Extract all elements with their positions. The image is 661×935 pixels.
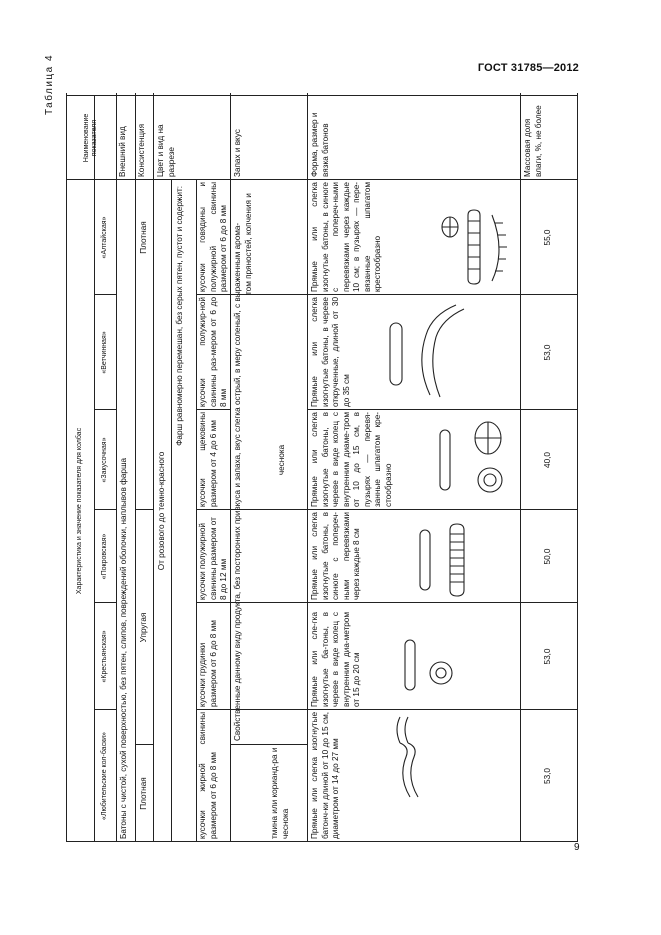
sausage-outline	[390, 323, 402, 385]
color-cell: кусочки полужирной свинины размером от 8 до 12 мм	[198, 517, 228, 600]
ring-inner	[484, 474, 496, 486]
grid-line	[577, 93, 578, 842]
consistency-c: Плотная	[138, 777, 148, 810]
sausage-ties	[450, 534, 464, 582]
page-number: 9	[574, 842, 580, 853]
color-cell: кусочки говядины и полужирной свинины размером от 6 до 8 мм	[198, 182, 228, 292]
vetch-sausage-illustration	[380, 295, 470, 405]
group-header: Характеристика и значение показателя для колбас	[75, 427, 83, 595]
column-header: «Закусочная»	[100, 437, 108, 483]
grid-line	[230, 93, 231, 842]
form-cell: Прямые или слегка изогнутые батоны, в синюге с попереч-ными перевязками через каждые 10 см; в пузырях — пере-вязанные шпагатом крестообразно	[310, 182, 382, 292]
color-cell: кусочки полужир-ной свинины раз-мером от 6 до 8 мм	[198, 297, 228, 407]
sausage-outline	[440, 430, 450, 490]
column-header: «Любительские кол-баски»	[100, 732, 108, 820]
mince-text-label: Фарш равномерно перемешан, без серых пятен, пустот и содержит:	[175, 186, 184, 446]
color-text: От розового до темно-красного	[156, 451, 166, 571]
sausage-outline	[405, 640, 415, 690]
curved-sausage	[397, 717, 400, 743]
grid-line	[196, 180, 197, 842]
smell-garlic: чеснока	[276, 444, 286, 476]
consistency-b: Упругая	[138, 612, 148, 643]
row-name-consistency: Консистенция	[137, 123, 146, 177]
curved-sausage	[405, 717, 408, 743]
grid-line	[116, 93, 117, 842]
form-cell: Прямые или слегка изогнутые батонч-ки длиной от 10 до 15 см, диаметром от 14 до 27 мм	[310, 712, 340, 839]
form-cell: Прямые или слегка изогнутые батоны, в синюге с попереч-ными перевязками через каждые 8 см	[310, 512, 361, 600]
consistency-a: Плотная	[138, 221, 148, 254]
column-header: «Покровская»	[100, 533, 108, 580]
pokrov-sausage-illustration	[380, 515, 480, 595]
row-name-form: Форма, размер и вязка батонов	[310, 112, 330, 177]
fat-value: 53,0	[543, 648, 553, 665]
ring-sausage	[430, 662, 452, 684]
altai-sausage-illustration	[440, 195, 510, 285]
column-header: «Алтайская»	[100, 216, 108, 259]
curved-sausage	[433, 309, 464, 397]
grid-line	[196, 409, 230, 410]
color-cell: кусочки жирной свинины размером от 6 до 8 мм	[198, 712, 218, 839]
form-cell: Прямые или сле-гка изогнутые ба-тоны, в черевe в виде колец с внутренним диа-метром от 15 до 20 см	[310, 612, 361, 707]
grid-line	[66, 95, 577, 96]
smell-text-a: Свойственные данному виду продукта, без посторонних привкуса и запаха, вкус слегка острый, в меру соленый, с выраженным арома-	[233, 222, 242, 741]
row-name-smell: Запах и вкус	[233, 129, 242, 177]
mince-text	[174, 182, 194, 839]
fat-value: 55,0	[543, 229, 553, 246]
fat-value: 50,0	[543, 548, 553, 565]
color-cell: кусочки грудинки размером от 6 до 8 мм	[198, 620, 218, 707]
krest-sausage-illustration	[395, 615, 455, 695]
row-name-appearance: Внешний вид	[118, 126, 127, 177]
indicator-header: Наименование показателя	[82, 113, 98, 163]
row-name-color: Цвет и вид на разрезе	[156, 124, 176, 177]
curved-sausage	[408, 743, 418, 797]
color-cell: кусочки щековины размером от 4 до 6 мм	[198, 412, 218, 507]
standard-number: ГОСТ 31785—2012	[477, 62, 579, 74]
ring-inner	[436, 668, 446, 678]
sausage-ties	[468, 221, 480, 269]
smell-coriander: тмина или корианд-ра и чеснока	[270, 747, 290, 839]
lub-sausage-illustration	[380, 705, 440, 805]
fat-value: 53,0	[543, 344, 553, 361]
smell-text-b: том пряностей, копчения и	[244, 193, 253, 295]
row-name-fat: Массовая доля влаги, %, не более	[523, 105, 543, 177]
grid-line	[171, 180, 172, 842]
grid-line	[230, 744, 307, 745]
fat-value: 40,0	[543, 452, 553, 468]
curved-sausage	[400, 743, 410, 797]
curved-sausage	[422, 305, 456, 395]
grid-line	[307, 93, 308, 842]
appearance-text: Батоны с чистой, сухой поверхностью, без пятен, слипов, повреждений оболочки, наплывов фарша	[119, 457, 128, 839]
column-header: «Ветчинная»	[100, 331, 108, 374]
column-header: «Крестьянская»	[100, 630, 108, 683]
form-cell: Прямые или слегка изогнутые батоны, в черевe открученные, длиной от 30 до 35 см	[310, 297, 351, 407]
zakus-sausage-illustration	[430, 410, 510, 500]
table-label: Таблица 4	[44, 53, 55, 115]
sausage-outline	[420, 530, 430, 590]
ring-sausage	[478, 468, 502, 492]
fat-value: 53,0	[543, 768, 553, 784]
form-cell: Прямые или слегка изогнутые батоны, в черевe в виде колец с внутренним диаме-тром от 10 до 15 см, в пузырях — перевя-занные шпагатом кре-стообразно	[310, 412, 393, 507]
sausage-outline	[450, 524, 464, 596]
